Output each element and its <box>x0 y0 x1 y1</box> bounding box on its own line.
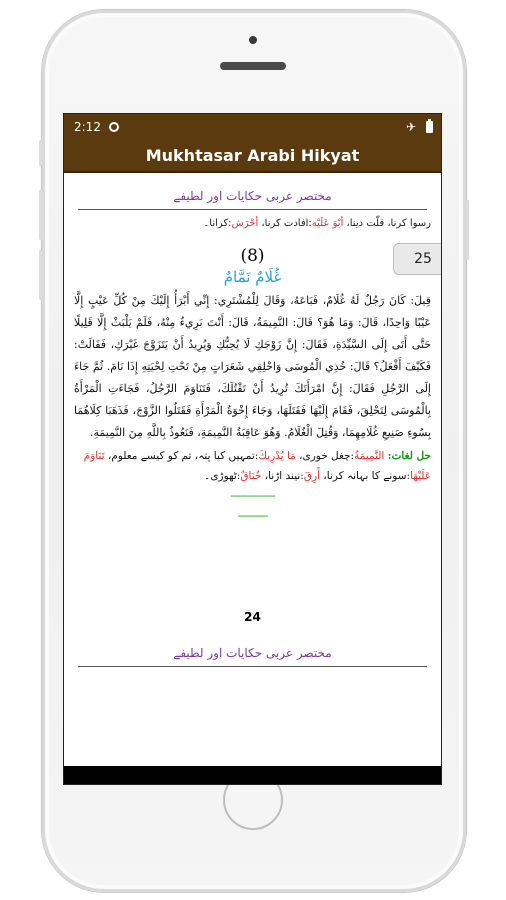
story-title: غُلَامٌ نَمَّامٌ <box>223 268 282 286</box>
mute-switch <box>39 140 42 166</box>
status-bar <box>64 114 441 140</box>
gloss-meaning: :تمہیں کیا پتہ، تم کو کیسے معلوم، <box>107 450 259 462</box>
gloss-meaning: :ٹھوڑی۔ <box>204 470 241 482</box>
front-camera <box>249 36 257 44</box>
page-footer: مختصر عربی حکایات اور لطیفے <box>173 646 332 660</box>
volume-down-button <box>39 250 42 300</box>
gloss-heading: حل لغات: <box>387 450 431 462</box>
book-page[interactable] <box>64 173 441 770</box>
gloss-word: النَّمِيمَةُ <box>354 450 385 462</box>
page-number-badge[interactable]: 25 <box>393 243 442 275</box>
separator-dashes: ---------- <box>237 509 268 522</box>
separator-dashes: --------------- <box>230 489 275 502</box>
gloss-meaning: :نیند اڑنا، <box>264 470 304 482</box>
app-bar <box>64 140 441 173</box>
gloss-meaning: :چغل خوری، <box>299 450 355 462</box>
story-number: (8) <box>240 246 265 266</box>
status-time: 2:12 <box>74 120 101 134</box>
vocabulary-gloss <box>74 446 431 486</box>
power-button <box>466 200 469 260</box>
gloss-text: :کرانا۔ <box>203 218 232 229</box>
gloss-word: أحْرَش <box>231 218 259 229</box>
gloss-word: تَنَاوَمَ عَلَيْهَا <box>83 450 431 482</box>
gloss-word: أبْوَ عَلَيْه <box>311 218 344 229</box>
story-arabic-text: قِيلَ: كَانَ رَجُلٌ لَهُ غُلَامٌ، فَبَاعَهُ، وَقَالَ لِلْمُشْتَرِي: إِنِّي أَبْرَأُ إِلَيْكَ مِنْ كُلِّ عَيْبٍ إِلَّا عَيْبًا وَاحِدًا، قَالَ: وَمَا هُوَ؟ قَالَ: النَّمِيمَةُ، قَالَ: أَنْتَ بَرِيءٌ مِنْهُ، فَلَمْ يَلْبَثْ إِلَّا قَلِيلًا حَتَّى أَتَى إِلَى السَّيِّدَةِ، فَقَالَ: إِنَّ زَوْجَكِ لَا يُحِبُّكِ وَيُرِيدُ أَنْ يَتَزَوَّجَ غَيْرَكِ، فَقَالَتْ: فَكَيْفَ أَفْعَلُ؟ قَالَ: خُذِي الْمُوسَى وَاحْلِقِي شَعَرَاتٍ مِنْ تَحْتِ لِحْيَتِهِ إِذَا نَامَ. ثُمَّ جَاءَ إِلَى الرَّجُلِ فَقَالَ: إِنَّ امْرَأَتَكَ تُرِيدُ أَنْ تَقْتُلَكَ، فَتَنَاوَمَ الرَّجُلُ، فَجَاءَتِ الْمَرْأَةُ بِالْمُوسَى لِتَحْلِقَ، فَقَامَ إِلَيْهَا فَقَتَلَهَا، وَجَاءَ إِخْوَةُ الْمَرْأَةِ فَقَتَلُوا الزَّوْجَ، فَذَهَبَا كِلَاهُمَا بِسُوءِ صَنِيعِ غُلَامِهِمَا، وَقُتِلَ الْغُلَامُ. وَهُوَ عَاقِبَةُ النَّمِيمَةِ، فَنَعُوذُ بِاللَّهِ مِنَ النَّمِيمَةِ. <box>74 294 431 439</box>
app-title: Mukhtasar Arabi Hikyat <box>145 146 360 165</box>
gloss-meaning: :سونے کا بہانہ کرنا، <box>323 470 411 482</box>
footer-divider <box>78 666 427 667</box>
navigation-bar <box>64 766 441 784</box>
header-divider <box>78 209 427 210</box>
battery-icon <box>426 121 433 133</box>
page-number: 24 <box>244 610 261 624</box>
airplane-mode-icon: ✈ <box>405 120 416 134</box>
gloss-word: أَرِقَ <box>303 470 320 482</box>
gloss-word: خُنَاقٌ <box>240 470 262 482</box>
volume-up-button <box>39 190 42 240</box>
sync-icon <box>109 122 119 132</box>
screen <box>63 113 442 785</box>
gloss-word: مَا يُدْرِيكَ <box>258 450 296 462</box>
previous-gloss-line <box>74 216 431 232</box>
gloss-text: رسوا کرنا، قلّت دینا، <box>346 218 431 229</box>
earpiece-speaker <box>220 62 286 70</box>
gloss-text: :افادت کرنا، <box>261 218 312 229</box>
page-header: مختصر عربی حکایات اور لطیفے <box>173 189 332 203</box>
